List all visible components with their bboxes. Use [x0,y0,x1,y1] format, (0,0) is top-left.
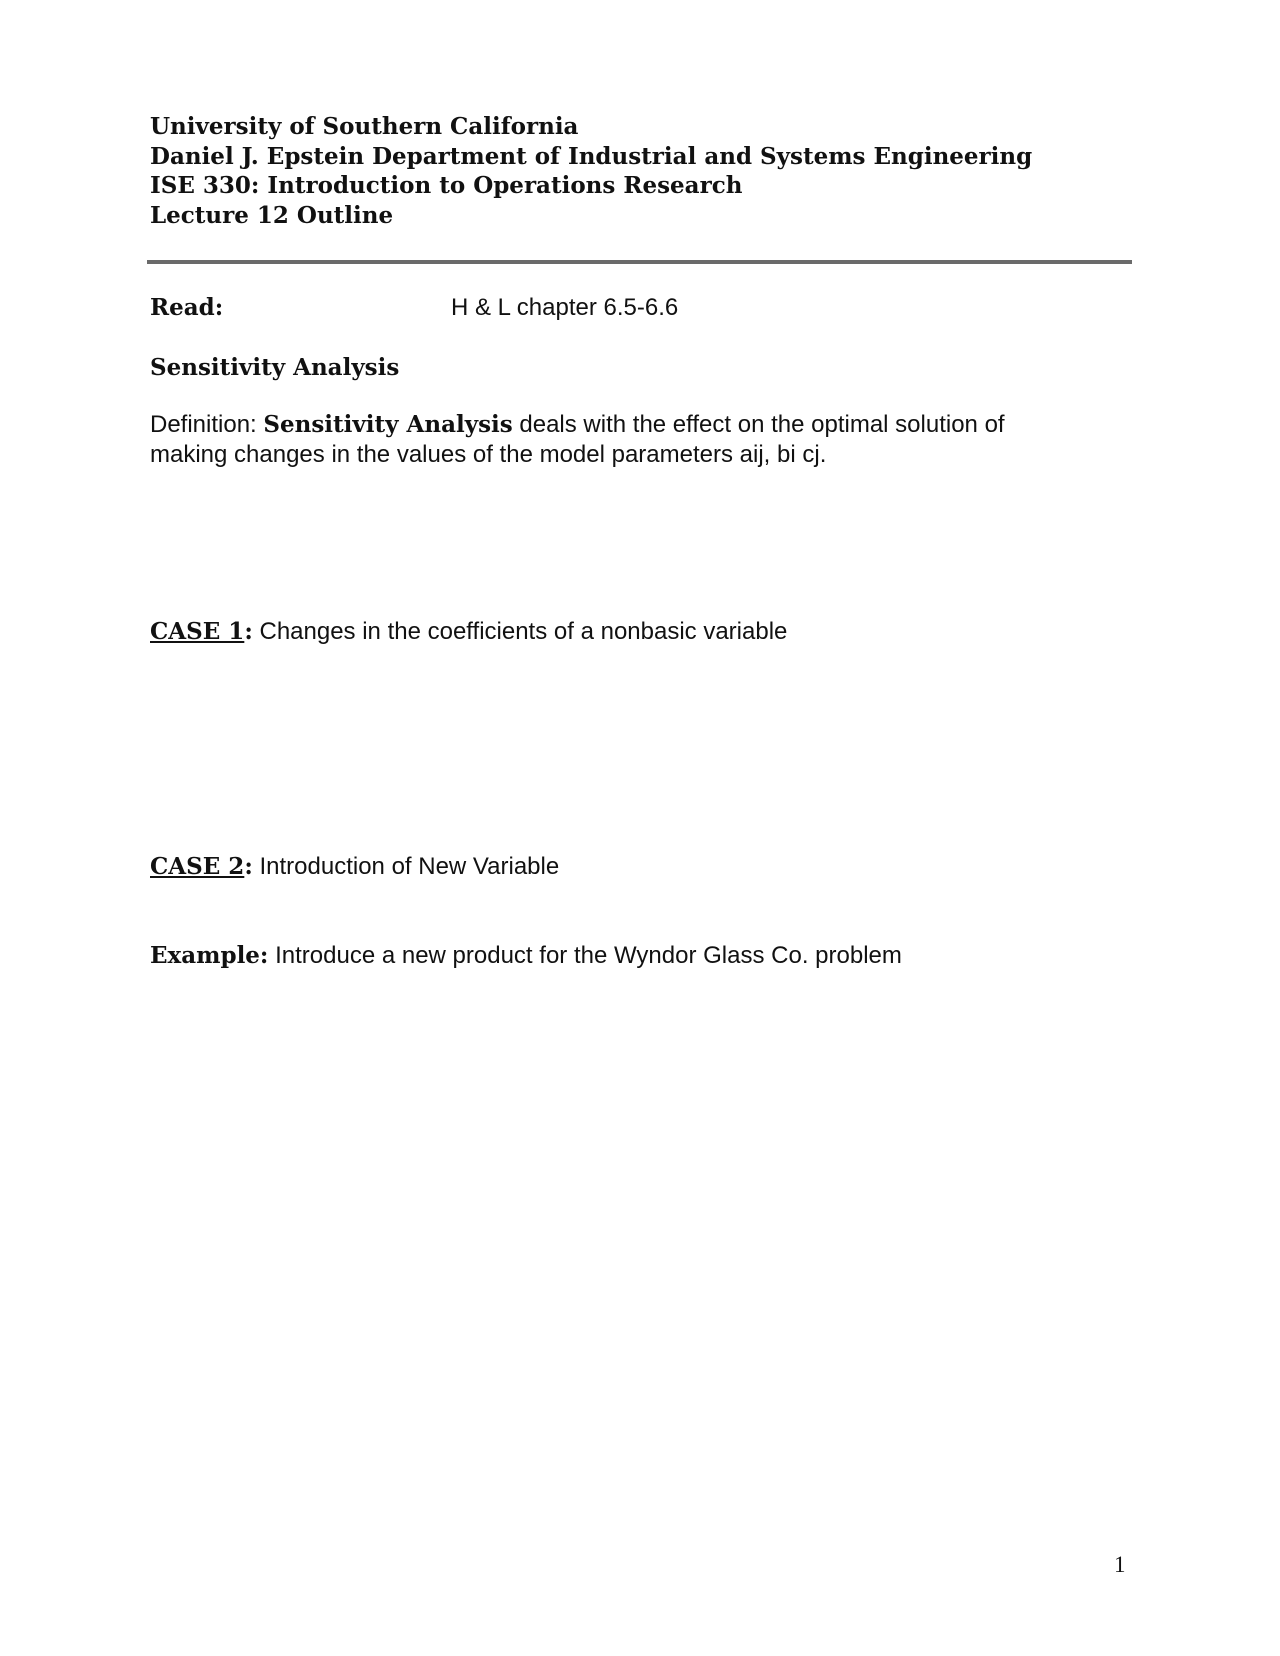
page-number: 1 [1114,1552,1126,1577]
case-1-label: CASE 1 [150,618,245,645]
section-title: Sensitivity Analysis [150,354,400,381]
header-divider [147,260,1132,264]
definition-text-line2: making changes in the values of the model parameters aij, bi cj. [150,441,827,468]
lecture-title: Lecture 12 Outline [150,201,394,229]
example-text: Introduce a new product for the Wyndor Glass Co. problem [268,942,902,969]
read-label: Read: [150,294,224,321]
case-1-colon: : [244,618,253,645]
definition-prefix: Definition: [150,411,264,438]
read-value: H & L chapter 6.5-6.6 [451,294,679,321]
case-2-text: Introduction of New Variable [252,853,560,880]
example-label: Example: [150,942,269,969]
course-title: ISE 330: Introduction to Operations Research [150,172,743,199]
definition-paragraph [150,410,1150,470]
case-2-label: CASE 2 [150,853,245,880]
example [150,942,902,970]
case-1 [150,618,787,646]
case-2-colon: : [244,853,253,880]
case-1-text: Changes in the coefficients of a nonbasic variable [252,618,788,645]
case-2 [150,853,559,881]
document-header [150,112,1032,230]
department-name: Daniel J. Epstein Department of Industrial and Systems Engineering [150,142,1033,170]
definition-text-line1: deals with the effect on the optimal solution of [512,411,1005,438]
definition-term: Sensitivity Analysis [263,411,513,438]
university-name: University of Southern California [150,113,579,140]
